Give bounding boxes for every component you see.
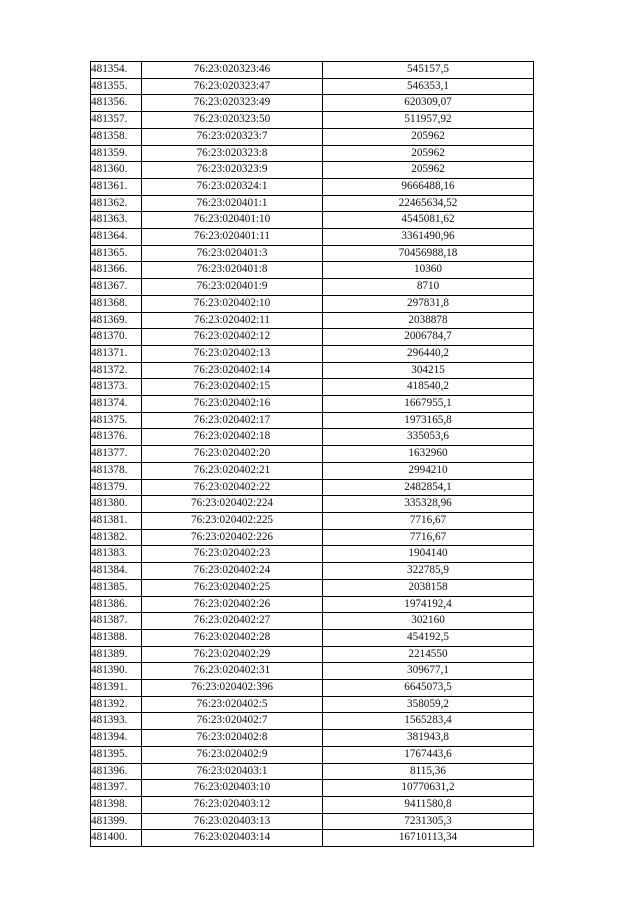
cadastral-value-cell: 205962 [323,145,534,162]
table-row [91,145,534,162]
cadastral-value-cell: 335053,6 [323,429,534,446]
table-row [91,663,534,680]
table-row [91,212,534,229]
cadastral-number-cell: 76:23:020402:31 [142,663,323,680]
cadastral-number-cell: 76:23:020402:23 [142,546,323,563]
row-number-cell: 481357. [91,112,142,129]
cadastral-number-cell: 76:23:020401:10 [142,212,323,229]
cadastral-number-cell: 76:23:020402:14 [142,362,323,379]
row-number-cell: 481378. [91,462,142,479]
cadastral-value-cell: 511957,92 [323,112,534,129]
cadastral-number-cell: 76:23:020402:17 [142,412,323,429]
row-number-cell: 481397. [91,780,142,797]
cadastral-number-cell: 76:23:020323:9 [142,162,323,179]
table-row [91,362,534,379]
cadastral-value-cell: 2214550 [323,646,534,663]
table-row [91,763,534,780]
table-row [91,780,534,797]
row-number-cell: 481360. [91,162,142,179]
row-number-cell: 481390. [91,663,142,680]
row-number-cell: 481374. [91,396,142,413]
row-number-cell: 481387. [91,613,142,630]
row-number-cell: 481383. [91,546,142,563]
cadastral-number-cell: 76:23:020402:7 [142,713,323,730]
cadastral-number-cell: 76:23:020401:1 [142,195,323,212]
table-row [91,479,534,496]
cadastral-value-cell: 322785,9 [323,563,534,580]
cadastral-value-cell: 1973165,8 [323,412,534,429]
cadastral-number-cell: 76:23:020401:8 [142,262,323,279]
cadastral-number-cell: 76:23:020402:8 [142,730,323,747]
cadastral-value-cell: 620309,07 [323,95,534,112]
cadastral-number-cell: 76:23:020402:10 [142,295,323,312]
table-row [91,95,534,112]
cadastral-number-cell: 76:23:020402:20 [142,446,323,463]
cadastral-value-cell: 335328,96 [323,496,534,513]
cadastral-number-cell: 76:23:020402:226 [142,529,323,546]
row-number-cell: 481362. [91,195,142,212]
cadastral-number-cell: 76:23:020402:27 [142,613,323,630]
cadastral-number-cell: 76:23:020402:224 [142,496,323,513]
row-number-cell: 481369. [91,312,142,329]
table-row [91,546,534,563]
cadastral-number-cell: 76:23:020402:29 [142,646,323,663]
cadastral-value-cell: 546353,1 [323,78,534,95]
cadastral-number-cell: 76:23:020323:47 [142,78,323,95]
row-number-cell: 481396. [91,763,142,780]
cadastral-number-cell: 76:23:020403:1 [142,763,323,780]
table-body [91,62,534,847]
cadastral-number-cell: 76:23:020402:12 [142,329,323,346]
cadastral-number-cell: 76:23:020323:49 [142,95,323,112]
table-row [91,579,534,596]
cadastral-value-cell: 1767443,6 [323,746,534,763]
table-row [91,446,534,463]
cadastral-number-cell: 76:23:020402:5 [142,696,323,713]
table-row [91,730,534,747]
cadastral-value-cell: 205962 [323,162,534,179]
cadastral-number-cell: 76:23:020402:22 [142,479,323,496]
row-number-cell: 481354. [91,62,142,79]
table-row [91,746,534,763]
cadastral-number-cell: 76:23:020402:18 [142,429,323,446]
row-number-cell: 481358. [91,128,142,145]
cadastral-number-cell: 76:23:020403:12 [142,796,323,813]
cadastral-value-cell: 8710 [323,279,534,296]
cadastral-number-cell: 76:23:020324:1 [142,178,323,195]
row-number-cell: 481389. [91,646,142,663]
cadastral-number-cell: 76:23:020323:8 [142,145,323,162]
cadastral-number-cell: 76:23:020402:24 [142,563,323,580]
row-number-cell: 481395. [91,746,142,763]
row-number-cell: 481380. [91,496,142,513]
cadastral-number-cell: 76:23:020401:3 [142,245,323,262]
cadastral-number-cell: 76:23:020402:11 [142,312,323,329]
row-number-cell: 481363. [91,212,142,229]
cadastral-value-cell: 545157,5 [323,62,534,79]
row-number-cell: 481373. [91,379,142,396]
cadastral-value-cell: 297831,8 [323,295,534,312]
cadastral-number-cell: 76:23:020402:396 [142,680,323,697]
row-number-cell: 481399. [91,813,142,830]
cadastral-value-cell: 1667955,1 [323,396,534,413]
row-number-cell: 481381. [91,512,142,529]
cadastral-value-cell: 381943,8 [323,730,534,747]
table-row [91,295,534,312]
table-row [91,379,534,396]
cadastral-number-cell: 76:23:020402:15 [142,379,323,396]
row-number-cell: 481372. [91,362,142,379]
row-number-cell: 481400. [91,830,142,847]
table-row [91,563,534,580]
table-row [91,412,534,429]
cadastral-value-cell: 1904140 [323,546,534,563]
row-number-cell: 481384. [91,563,142,580]
row-number-cell: 481367. [91,279,142,296]
row-number-cell: 481379. [91,479,142,496]
cadastral-value-cell: 2038878 [323,312,534,329]
table-row [91,162,534,179]
table-row [91,596,534,613]
cadastral-value-cell: 7716,67 [323,512,534,529]
row-number-cell: 481364. [91,229,142,246]
row-number-cell: 481376. [91,429,142,446]
cadastral-number-cell: 76:23:020403:10 [142,780,323,797]
cadastral-value-cell: 3361490,96 [323,229,534,246]
cadastral-value-cell: 9411580,8 [323,796,534,813]
row-number-cell: 481386. [91,596,142,613]
cadastral-value-cell: 358059,2 [323,696,534,713]
row-number-cell: 481365. [91,245,142,262]
table-row [91,329,534,346]
table-row [91,613,534,630]
cadastral-value-cell: 2038158 [323,579,534,596]
cadastral-value-cell: 304215 [323,362,534,379]
row-number-cell: 481359. [91,145,142,162]
cadastral-value-cell: 2482854,1 [323,479,534,496]
table-row [91,262,534,279]
table-row [91,629,534,646]
cadastral-value-cell: 22465634,52 [323,195,534,212]
cadastral-number-cell: 76:23:020323:7 [142,128,323,145]
row-number-cell: 481375. [91,412,142,429]
row-number-cell: 481361. [91,178,142,195]
cadastral-number-cell: 76:23:020402:9 [142,746,323,763]
cadastral-number-cell: 76:23:020402:21 [142,462,323,479]
cadastral-value-cell: 296440,2 [323,345,534,362]
cadastral-number-cell: 76:23:020323:46 [142,62,323,79]
cadastral-value-cell: 9666488,16 [323,178,534,195]
row-number-cell: 481398. [91,796,142,813]
cadastral-number-cell: 76:23:020402:16 [142,396,323,413]
row-number-cell: 481392. [91,696,142,713]
cadastral-value-cell: 302160 [323,613,534,630]
table-row [91,429,534,446]
cadastral-value-cell: 2006784,7 [323,329,534,346]
row-number-cell: 481394. [91,730,142,747]
cadastral-number-cell: 76:23:020402:13 [142,345,323,362]
cadastral-value-cell: 10360 [323,262,534,279]
cadastral-value-cell: 70456988,18 [323,245,534,262]
table-row [91,496,534,513]
cadastral-number-cell: 76:23:020401:9 [142,279,323,296]
row-number-cell: 481356. [91,95,142,112]
table-row [91,646,534,663]
cadastral-number-cell: 76:23:020402:225 [142,512,323,529]
row-number-cell: 481382. [91,529,142,546]
cadastral-value-cell: 16710113,34 [323,830,534,847]
table-row [91,396,534,413]
table-row [91,62,534,79]
table-row [91,813,534,830]
table-row [91,112,534,129]
cadastral-value-cell: 7716,67 [323,529,534,546]
cadastral-value-cell: 10770631,2 [323,780,534,797]
row-number-cell: 481385. [91,579,142,596]
table-row [91,128,534,145]
cadastral-number-cell: 76:23:020402:26 [142,596,323,613]
table-row [91,178,534,195]
cadastral-value-cell: 1632960 [323,446,534,463]
table-row [91,78,534,95]
cadastral-value-cell: 309677,1 [323,663,534,680]
table-row [91,796,534,813]
row-number-cell: 481370. [91,329,142,346]
cadastral-value-cell: 8115,36 [323,763,534,780]
cadastral-number-cell: 76:23:020402:25 [142,579,323,596]
row-number-cell: 481391. [91,680,142,697]
row-number-cell: 481355. [91,78,142,95]
cadastral-value-table [90,61,534,847]
cadastral-value-cell: 1974192,4 [323,596,534,613]
table-row [91,830,534,847]
row-number-cell: 481377. [91,446,142,463]
table-row [91,462,534,479]
cadastral-value-cell: 418540,2 [323,379,534,396]
table-row [91,195,534,212]
cadastral-number-cell: 76:23:020402:28 [142,629,323,646]
table-row [91,512,534,529]
table-row [91,713,534,730]
table-row [91,312,534,329]
cadastral-value-cell: 1565283,4 [323,713,534,730]
row-number-cell: 481393. [91,713,142,730]
row-number-cell: 481388. [91,629,142,646]
cadastral-number-cell: 76:23:020323:50 [142,112,323,129]
cadastral-value-cell: 4545081,62 [323,212,534,229]
cadastral-number-cell: 76:23:020401:11 [142,229,323,246]
table-row [91,245,534,262]
row-number-cell: 481371. [91,345,142,362]
cadastral-value-cell: 7231305,3 [323,813,534,830]
cadastral-value-cell: 6645073,5 [323,680,534,697]
cadastral-value-cell: 454192,5 [323,629,534,646]
table-row [91,279,534,296]
cadastral-number-cell: 76:23:020403:13 [142,813,323,830]
table-row [91,529,534,546]
table-row [91,229,534,246]
cadastral-number-cell: 76:23:020403:14 [142,830,323,847]
table-row [91,680,534,697]
cadastral-value-cell: 205962 [323,128,534,145]
cadastral-value-cell: 2994210 [323,462,534,479]
table-row [91,696,534,713]
table-row [91,345,534,362]
row-number-cell: 481368. [91,295,142,312]
row-number-cell: 481366. [91,262,142,279]
